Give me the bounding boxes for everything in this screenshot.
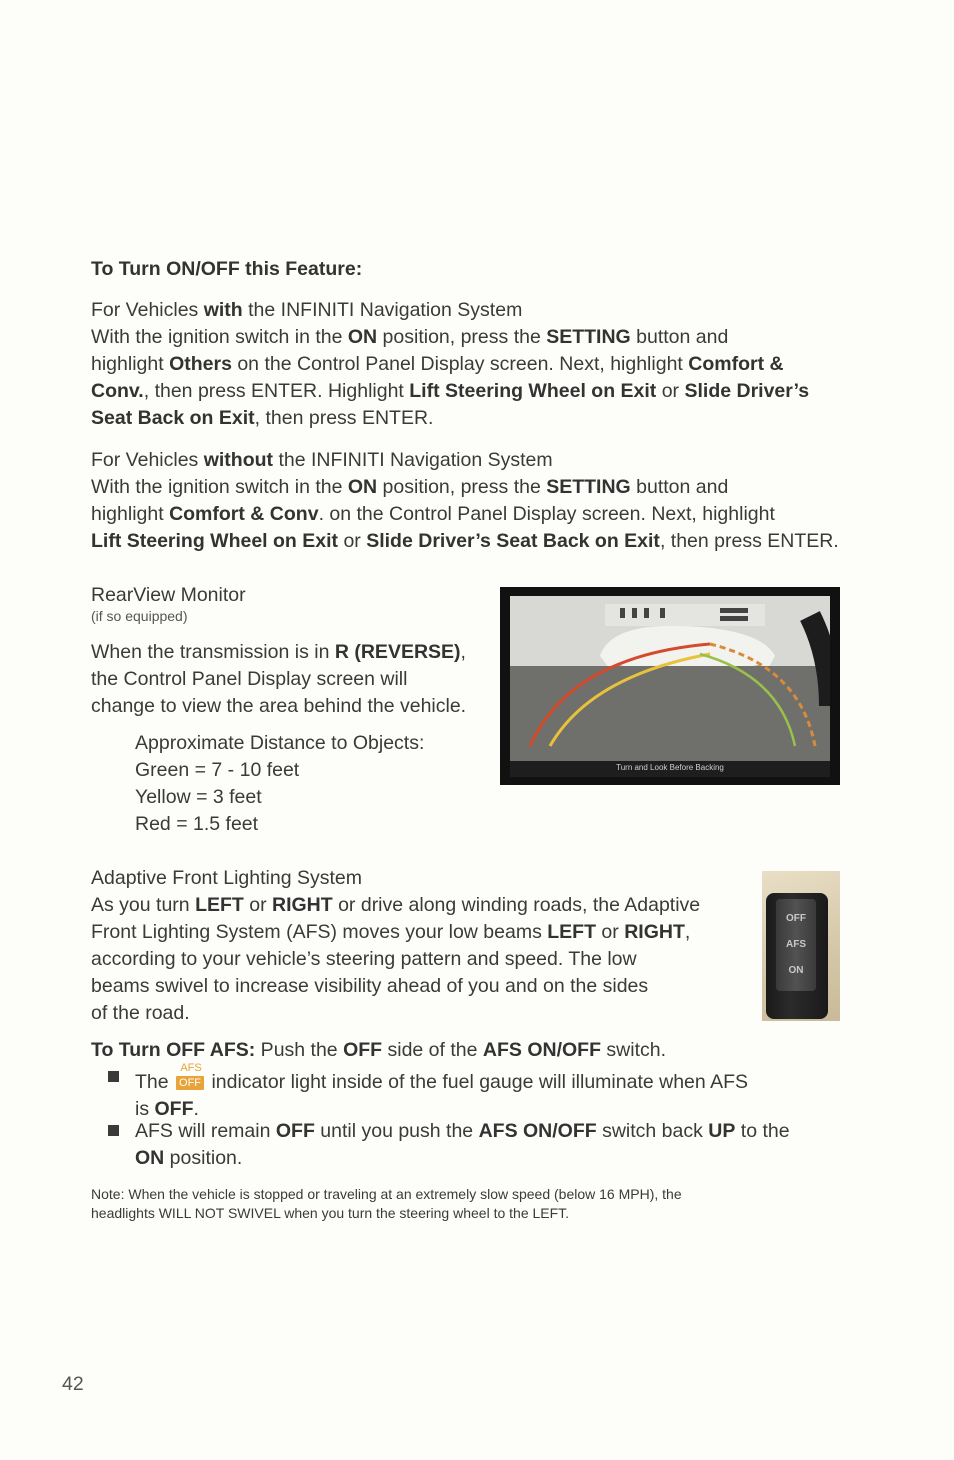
page-number: 42 <box>62 1373 84 1395</box>
distance-list <box>135 730 495 838</box>
switch-label-off: OFF <box>786 913 806 924</box>
camera-scene-graphic <box>510 596 830 777</box>
bullet-icon <box>108 1071 119 1082</box>
without-nav-line: With the ignition switch in the ON position, press the SETTING button and <box>91 476 729 498</box>
distance-red: Red = 1.5 feet <box>135 813 259 835</box>
camera-scene <box>510 596 830 777</box>
rearview-line: When the transmission is in R (REVERSE), <box>91 641 466 663</box>
afs-line: according to your vehicle’s steering pattern and speed. The low <box>91 948 637 970</box>
note-line: headlights WILL NOT SWIVEL when you turn the steering wheel to the LEFT. <box>91 1205 570 1221</box>
afs-line: of the road. <box>91 1002 190 1024</box>
without-nav-line: highlight Comfort & Conv. on the Control Panel Display screen. Next, highlight <box>91 503 775 525</box>
bullet-line: The AFS OFF indicator light inside of the fuel gauge will illuminate when AFS <box>135 1062 749 1093</box>
feature-heading: To Turn ON/OFF this Feature: <box>91 258 363 280</box>
bullet-item <box>135 1118 835 1172</box>
bullet-icon <box>108 1125 119 1136</box>
note-line: Note: When the vehicle is stopped or traveling at an extremely slow speed (below 16 MPH), the <box>91 1186 682 1202</box>
rearview-subtitle: (if so equipped) <box>91 608 188 624</box>
distance-green: Green = 7 - 10 feet <box>135 759 300 781</box>
afs-section <box>91 865 751 1027</box>
rearview-body <box>91 639 491 720</box>
rearview-title: RearView Monitor <box>91 584 246 606</box>
switch-label-on: ON <box>788 965 804 976</box>
without-nav-line: Lift Steering Wheel on Exit or Slide Driver’s Seat Back on Exit, then press ENTER. <box>91 530 839 552</box>
with-nav-line: Seat Back on Exit, then press ENTER. <box>91 407 434 429</box>
afs-title: Adaptive Front Lighting System <box>91 867 362 889</box>
with-nav-line: highlight Others on the Control Panel Display screen. Next, highlight Comfort & <box>91 353 784 375</box>
afs-line: Front Lighting System (AFS) moves your low beams LEFT or RIGHT, <box>91 921 691 943</box>
bullet-line: ON position. <box>135 1147 243 1169</box>
with-nav-title: For Vehicles with the INFINITI Navigation System <box>91 299 523 321</box>
distance-title: Approximate Distance to Objects: <box>135 732 425 754</box>
switch-face <box>776 899 816 991</box>
turn-off-afs: To Turn OFF AFS: Push the OFF side of the AFS ON/OFF switch. <box>91 1039 667 1061</box>
afs-off-indicator-icon: AFS OFF <box>176 1064 204 1092</box>
note <box>91 1185 851 1223</box>
rearview-line: change to view the area behind the vehicle. <box>91 695 467 717</box>
rearview-line: the Control Panel Display screen will <box>91 668 408 690</box>
camera-caption: Turn and Look Before Backing <box>616 763 724 772</box>
with-nav-line: With the ignition switch in the ON position, press the SETTING button and <box>91 326 729 348</box>
without-nav-title: For Vehicles without the INFINITI Navigation System <box>91 449 553 471</box>
afs-line: As you turn LEFT or RIGHT or drive along winding roads, the Adaptive <box>91 894 701 916</box>
without-nav-section <box>91 447 851 555</box>
bullet-item <box>135 1064 835 1123</box>
rearview-camera-image <box>500 587 840 785</box>
distance-yellow: Yellow = 3 feet <box>135 786 262 808</box>
switch-label-afs: AFS <box>786 939 806 950</box>
afs-line: beams swivel to increase visibility ahead of you and on the sides <box>91 975 649 997</box>
afs-switch-image <box>762 871 840 1021</box>
with-nav-line: Conv., then press ENTER. Highlight Lift Steering Wheel on Exit or Slide Driver’s <box>91 380 810 402</box>
bullet-line: AFS will remain OFF until you push the AFS ON/OFF switch back UP to the <box>135 1120 790 1142</box>
bullet-line: is OFF. <box>135 1098 199 1120</box>
with-nav-section <box>91 297 851 432</box>
